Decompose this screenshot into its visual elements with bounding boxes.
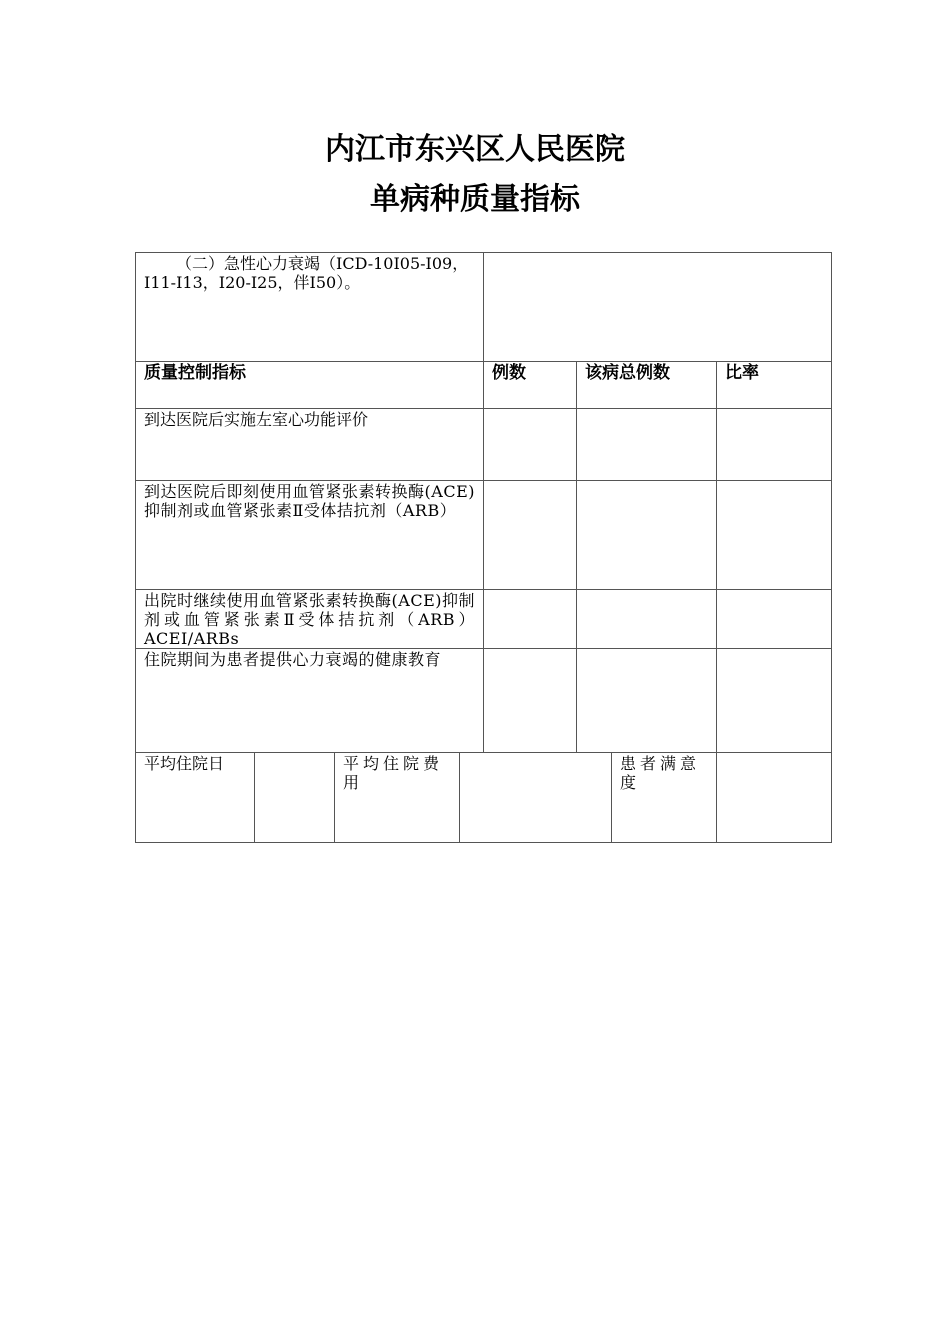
cases-cell[interactable] xyxy=(484,409,577,481)
table-row xyxy=(136,481,832,590)
satisfaction-value[interactable] xyxy=(717,753,832,843)
satisfaction-label: 患者满意度 xyxy=(612,753,717,843)
header-cases: 例数 xyxy=(484,362,577,409)
table-header-row xyxy=(136,362,832,409)
cases-cell[interactable] xyxy=(484,590,577,649)
indicator-cell: 住院期间为患者提供心力衰竭的健康教育 xyxy=(136,649,484,753)
total-cases-cell[interactable] xyxy=(577,481,717,590)
document-title: 单病种质量指标 xyxy=(370,182,580,217)
avg-cost-label: 平均住院费用 xyxy=(335,753,460,843)
indicator-cell: 出院时继续使用血管紧张素转换酶(ACE)抑制剂或血管紧张素Ⅱ受体拮抗剂（ARB）ACEI/ARBs xyxy=(136,590,484,649)
header-rate: 比率 xyxy=(717,362,832,409)
hospital-name: 内江市东兴区人民医院 xyxy=(325,132,625,167)
summary-row xyxy=(136,753,832,843)
total-cases-cell[interactable] xyxy=(577,409,717,481)
section-title: （二）急性心力衰竭（ICD-10I05-I09，I11-I13，I20-I25，伴I50）。 xyxy=(136,253,484,362)
total-cases-cell[interactable] xyxy=(577,649,717,753)
header-total-cases: 该病总例数 xyxy=(577,362,717,409)
header-indicator: 质量控制指标 xyxy=(136,362,484,409)
indicator-cell: 到达医院后即刻使用血管紧张素转换酶(ACE)抑制剂或血管紧张素Ⅱ受体拮抗剂（ARB） xyxy=(136,481,484,590)
rate-cell[interactable] xyxy=(717,590,832,649)
table-row xyxy=(136,649,832,753)
avg-cost-value[interactable] xyxy=(460,753,612,843)
rate-cell[interactable] xyxy=(717,409,832,481)
quality-indicator-table xyxy=(135,252,832,843)
total-cases-cell[interactable] xyxy=(577,590,717,649)
indicator-cell: 到达医院后实施左室心功能评价 xyxy=(136,409,484,481)
avg-stay-value[interactable] xyxy=(255,753,335,843)
avg-stay-label: 平均住院日 xyxy=(136,753,255,843)
section-row xyxy=(136,253,832,362)
rate-cell[interactable] xyxy=(717,481,832,590)
cases-cell[interactable] xyxy=(484,481,577,590)
section-blank-cell xyxy=(484,253,832,362)
rate-cell[interactable] xyxy=(717,649,832,753)
table-row xyxy=(136,590,832,649)
cases-cell[interactable] xyxy=(484,649,577,753)
table-row xyxy=(136,409,832,481)
